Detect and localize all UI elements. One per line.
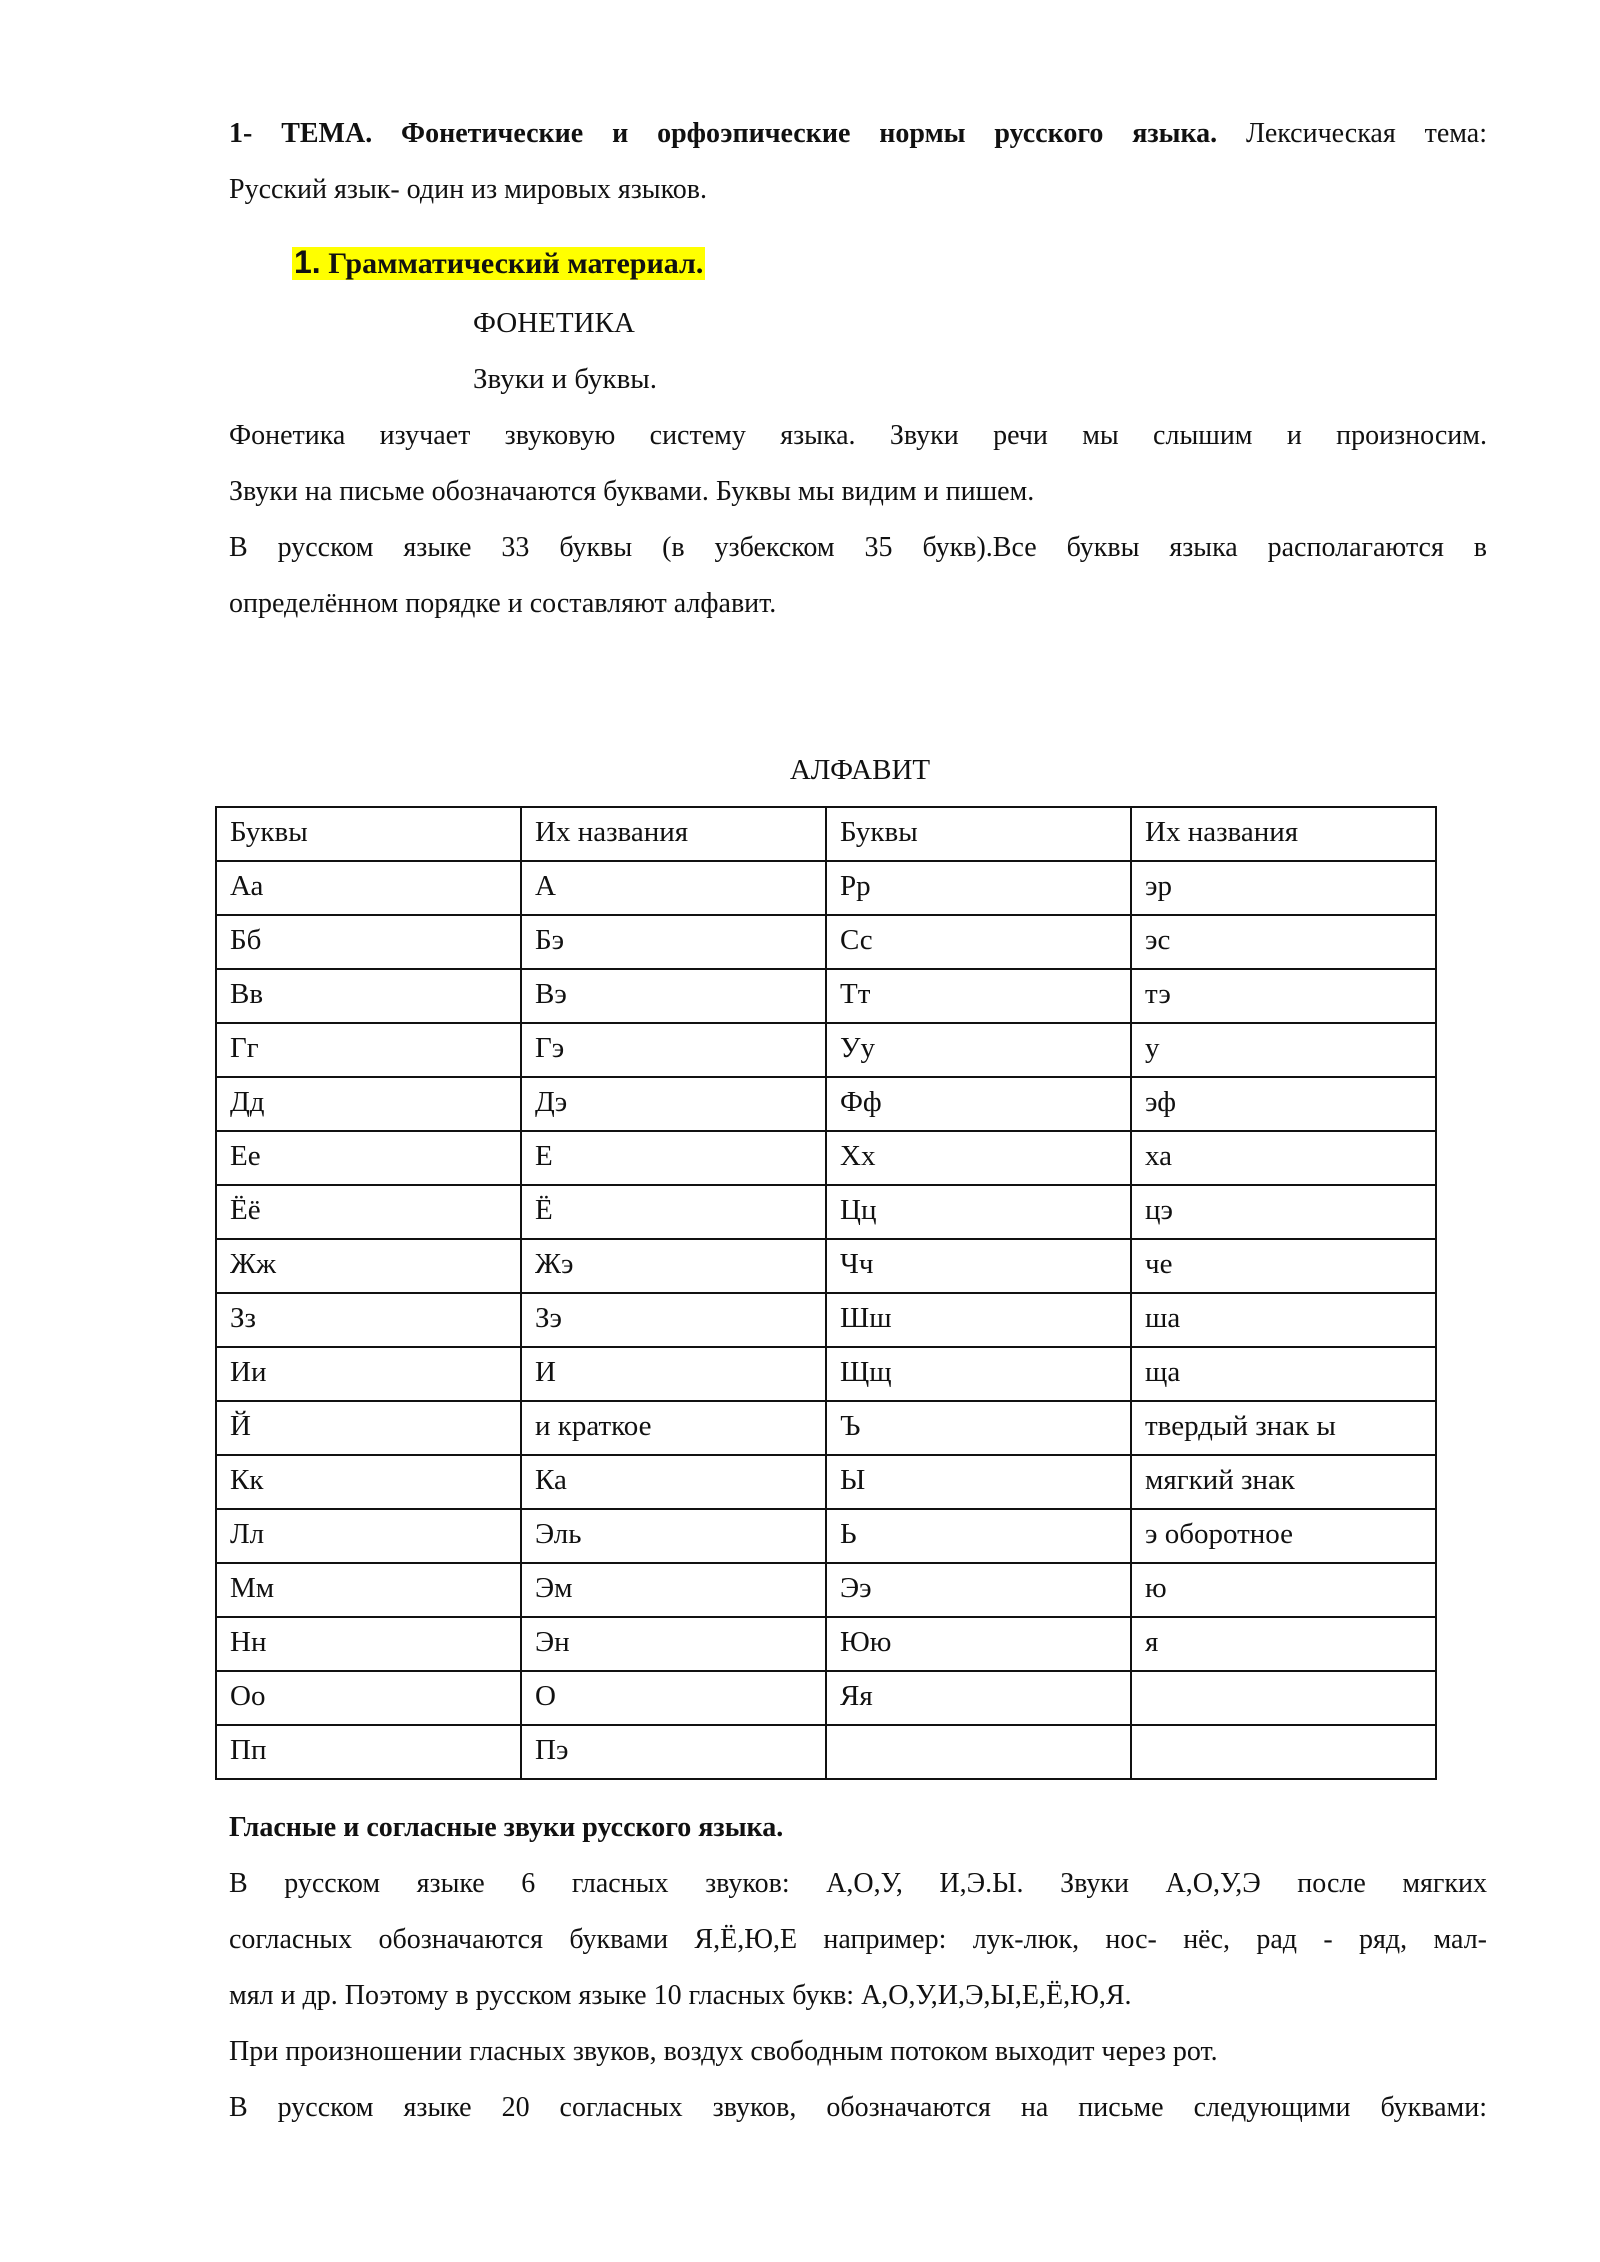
table-cell: Шш bbox=[826, 1293, 1131, 1347]
table-cell: Ь bbox=[826, 1509, 1131, 1563]
table-cell: Жэ bbox=[521, 1239, 826, 1293]
table-cell: И bbox=[521, 1347, 826, 1401]
table-cell: Нн bbox=[216, 1617, 521, 1671]
table-header-cell: Буквы bbox=[826, 807, 1131, 861]
table-cell: ю bbox=[1131, 1563, 1436, 1617]
topic-line-2: Русский язык- один из мировых языков. bbox=[229, 174, 708, 205]
table-cell: Эль bbox=[521, 1509, 826, 1563]
table-row bbox=[216, 1239, 1436, 1293]
table-row bbox=[216, 915, 1436, 969]
topic-line-1 bbox=[229, 106, 1487, 162]
table-cell: Хх bbox=[826, 1131, 1131, 1185]
table-cell bbox=[826, 1725, 1131, 1779]
table-cell bbox=[1131, 1671, 1436, 1725]
table-cell: Лл bbox=[216, 1509, 521, 1563]
table-cell: Ка bbox=[521, 1455, 826, 1509]
table-cell: Гг bbox=[216, 1023, 521, 1077]
table-row bbox=[216, 1509, 1436, 1563]
table-row bbox=[216, 1077, 1436, 1131]
table-cell: Уу bbox=[826, 1023, 1131, 1077]
table-cell: А bbox=[521, 861, 826, 915]
table-cell: эр bbox=[1131, 861, 1436, 915]
table-row bbox=[216, 1725, 1436, 1779]
table-cell: Оо bbox=[216, 1671, 521, 1725]
table-row bbox=[216, 1131, 1436, 1185]
table-cell: ща bbox=[1131, 1347, 1436, 1401]
table-row bbox=[216, 1347, 1436, 1401]
table-row bbox=[216, 1293, 1436, 1347]
table-cell: мягкий знак bbox=[1131, 1455, 1436, 1509]
table-cell: Аа bbox=[216, 861, 521, 915]
table-cell: Зз bbox=[216, 1293, 521, 1347]
table-cell: Ээ bbox=[826, 1563, 1131, 1617]
table-cell: твердый знак ы bbox=[1131, 1401, 1436, 1455]
table-cell: Чч bbox=[826, 1239, 1131, 1293]
table-cell: и краткое bbox=[521, 1401, 826, 1455]
table-cell: Бэ bbox=[521, 915, 826, 969]
table-cell: я bbox=[1131, 1617, 1436, 1671]
table-cell: э оборотное bbox=[1131, 1509, 1436, 1563]
table-cell: Ее bbox=[216, 1131, 521, 1185]
table-cell: эф bbox=[1131, 1077, 1436, 1131]
table-cell: ша bbox=[1131, 1293, 1436, 1347]
table-cell: Е bbox=[521, 1131, 826, 1185]
table-row bbox=[216, 1455, 1436, 1509]
table-cell: эс bbox=[1131, 915, 1436, 969]
table-cell: Зэ bbox=[521, 1293, 826, 1347]
section-number: 1. bbox=[294, 244, 321, 280]
table-cell: Жж bbox=[216, 1239, 521, 1293]
table-row bbox=[216, 1023, 1436, 1077]
alphabet-title: АЛФАВИТ bbox=[789, 754, 931, 786]
table-row bbox=[216, 1185, 1436, 1239]
table-cell: Й bbox=[216, 1401, 521, 1455]
table-row bbox=[216, 969, 1436, 1023]
table-cell: Кк bbox=[216, 1455, 521, 1509]
table-cell: Пп bbox=[216, 1725, 521, 1779]
paragraph-line: определённом порядке и составляют алфавит. bbox=[229, 588, 777, 619]
section-heading bbox=[292, 242, 705, 284]
table-cell: Ё bbox=[521, 1185, 826, 1239]
table-cell: ха bbox=[1131, 1131, 1436, 1185]
phonetics-title: ФОНЕТИКА bbox=[473, 307, 635, 339]
paragraph-line: При произношении гласных звуков, воздух свободным потоком выходит через рот. bbox=[229, 2036, 1218, 2067]
table-cell: Ии bbox=[216, 1347, 521, 1401]
topic-bold: 1- ТЕМА. Фонетические и орфоэпические нормы русского языка. bbox=[229, 118, 1218, 149]
table-header-cell: Буквы bbox=[216, 807, 521, 861]
table-row bbox=[216, 1617, 1436, 1671]
table-cell: цэ bbox=[1131, 1185, 1436, 1239]
table-cell: Рр bbox=[826, 861, 1131, 915]
table-row bbox=[216, 1671, 1436, 1725]
table-cell: Щщ bbox=[826, 1347, 1131, 1401]
table-row bbox=[216, 1401, 1436, 1455]
table-cell: тэ bbox=[1131, 969, 1436, 1023]
table-cell: Дд bbox=[216, 1077, 521, 1131]
table-cell: Бб bbox=[216, 915, 521, 969]
table-header-row bbox=[216, 807, 1436, 861]
table-cell: Ы bbox=[826, 1455, 1131, 1509]
table-cell: Сс bbox=[826, 915, 1131, 969]
sounds-title: Звуки и буквы. bbox=[473, 363, 658, 395]
table-cell: Вв bbox=[216, 969, 521, 1023]
table-cell: Дэ bbox=[521, 1077, 826, 1131]
vowels-heading: Гласные и согласные звуки русского языка. bbox=[229, 1812, 784, 1843]
table-cell: Юю bbox=[826, 1617, 1131, 1671]
table-cell: О bbox=[521, 1671, 826, 1725]
table-cell bbox=[1131, 1725, 1436, 1779]
table-cell: Яя bbox=[826, 1671, 1131, 1725]
paragraph-line: согласных обозначаются буквами Я,Ё,Ю,Е например: лук-люк, нос- нёс, рад - ряд, мал- bbox=[229, 1924, 1487, 1955]
table-cell: Цц bbox=[826, 1185, 1131, 1239]
table-cell: Тт bbox=[826, 969, 1131, 1023]
table-cell: Гэ bbox=[521, 1023, 826, 1077]
table-row bbox=[216, 861, 1436, 915]
section-title: Грамматический материал. bbox=[328, 247, 704, 280]
paragraph-line: мял и др. Поэтому в русском языке 10 гласных букв: А,О,У,И,Э,Ы,Е,Ё,Ю,Я. bbox=[229, 1980, 1132, 2011]
paragraph-line: Звуки на письме обозначаются буквами. Буквы мы видим и пишем. bbox=[229, 476, 1035, 507]
table-row bbox=[216, 1563, 1436, 1617]
table-cell: Пэ bbox=[521, 1725, 826, 1779]
table-cell: че bbox=[1131, 1239, 1436, 1293]
table-header-cell: Их названия bbox=[1131, 807, 1436, 861]
paragraph-line: В русском языке 20 согласных звуков, обозначаются на письме следующими буквами: bbox=[229, 2092, 1487, 2123]
table-header-cell: Их названия bbox=[521, 807, 826, 861]
table-cell: Ёё bbox=[216, 1185, 521, 1239]
alphabet-table-body bbox=[216, 807, 1436, 1779]
table-cell: Эн bbox=[521, 1617, 826, 1671]
table-cell: Ъ bbox=[826, 1401, 1131, 1455]
table-cell: у bbox=[1131, 1023, 1436, 1077]
table-cell: Мм bbox=[216, 1563, 521, 1617]
topic-rest-part: Лексическая тема: bbox=[1217, 118, 1487, 149]
table-cell: Эм bbox=[521, 1563, 826, 1617]
alphabet-table bbox=[215, 806, 1437, 1780]
paragraph-line: Фонетика изучает звуковую систему языка. Звуки речи мы слышим и произносим. bbox=[229, 420, 1487, 451]
paragraph-line: В русском языке 6 гласных звуков: А,О,У, И,Э.Ы. Звуки А,О,У,Э после мягких bbox=[229, 1868, 1487, 1899]
table-cell: Вэ bbox=[521, 969, 826, 1023]
paragraph-line: В русском языке 33 буквы (в узбекском 35 букв).Все буквы языка располагаются в bbox=[229, 532, 1487, 563]
table-cell: Фф bbox=[826, 1077, 1131, 1131]
